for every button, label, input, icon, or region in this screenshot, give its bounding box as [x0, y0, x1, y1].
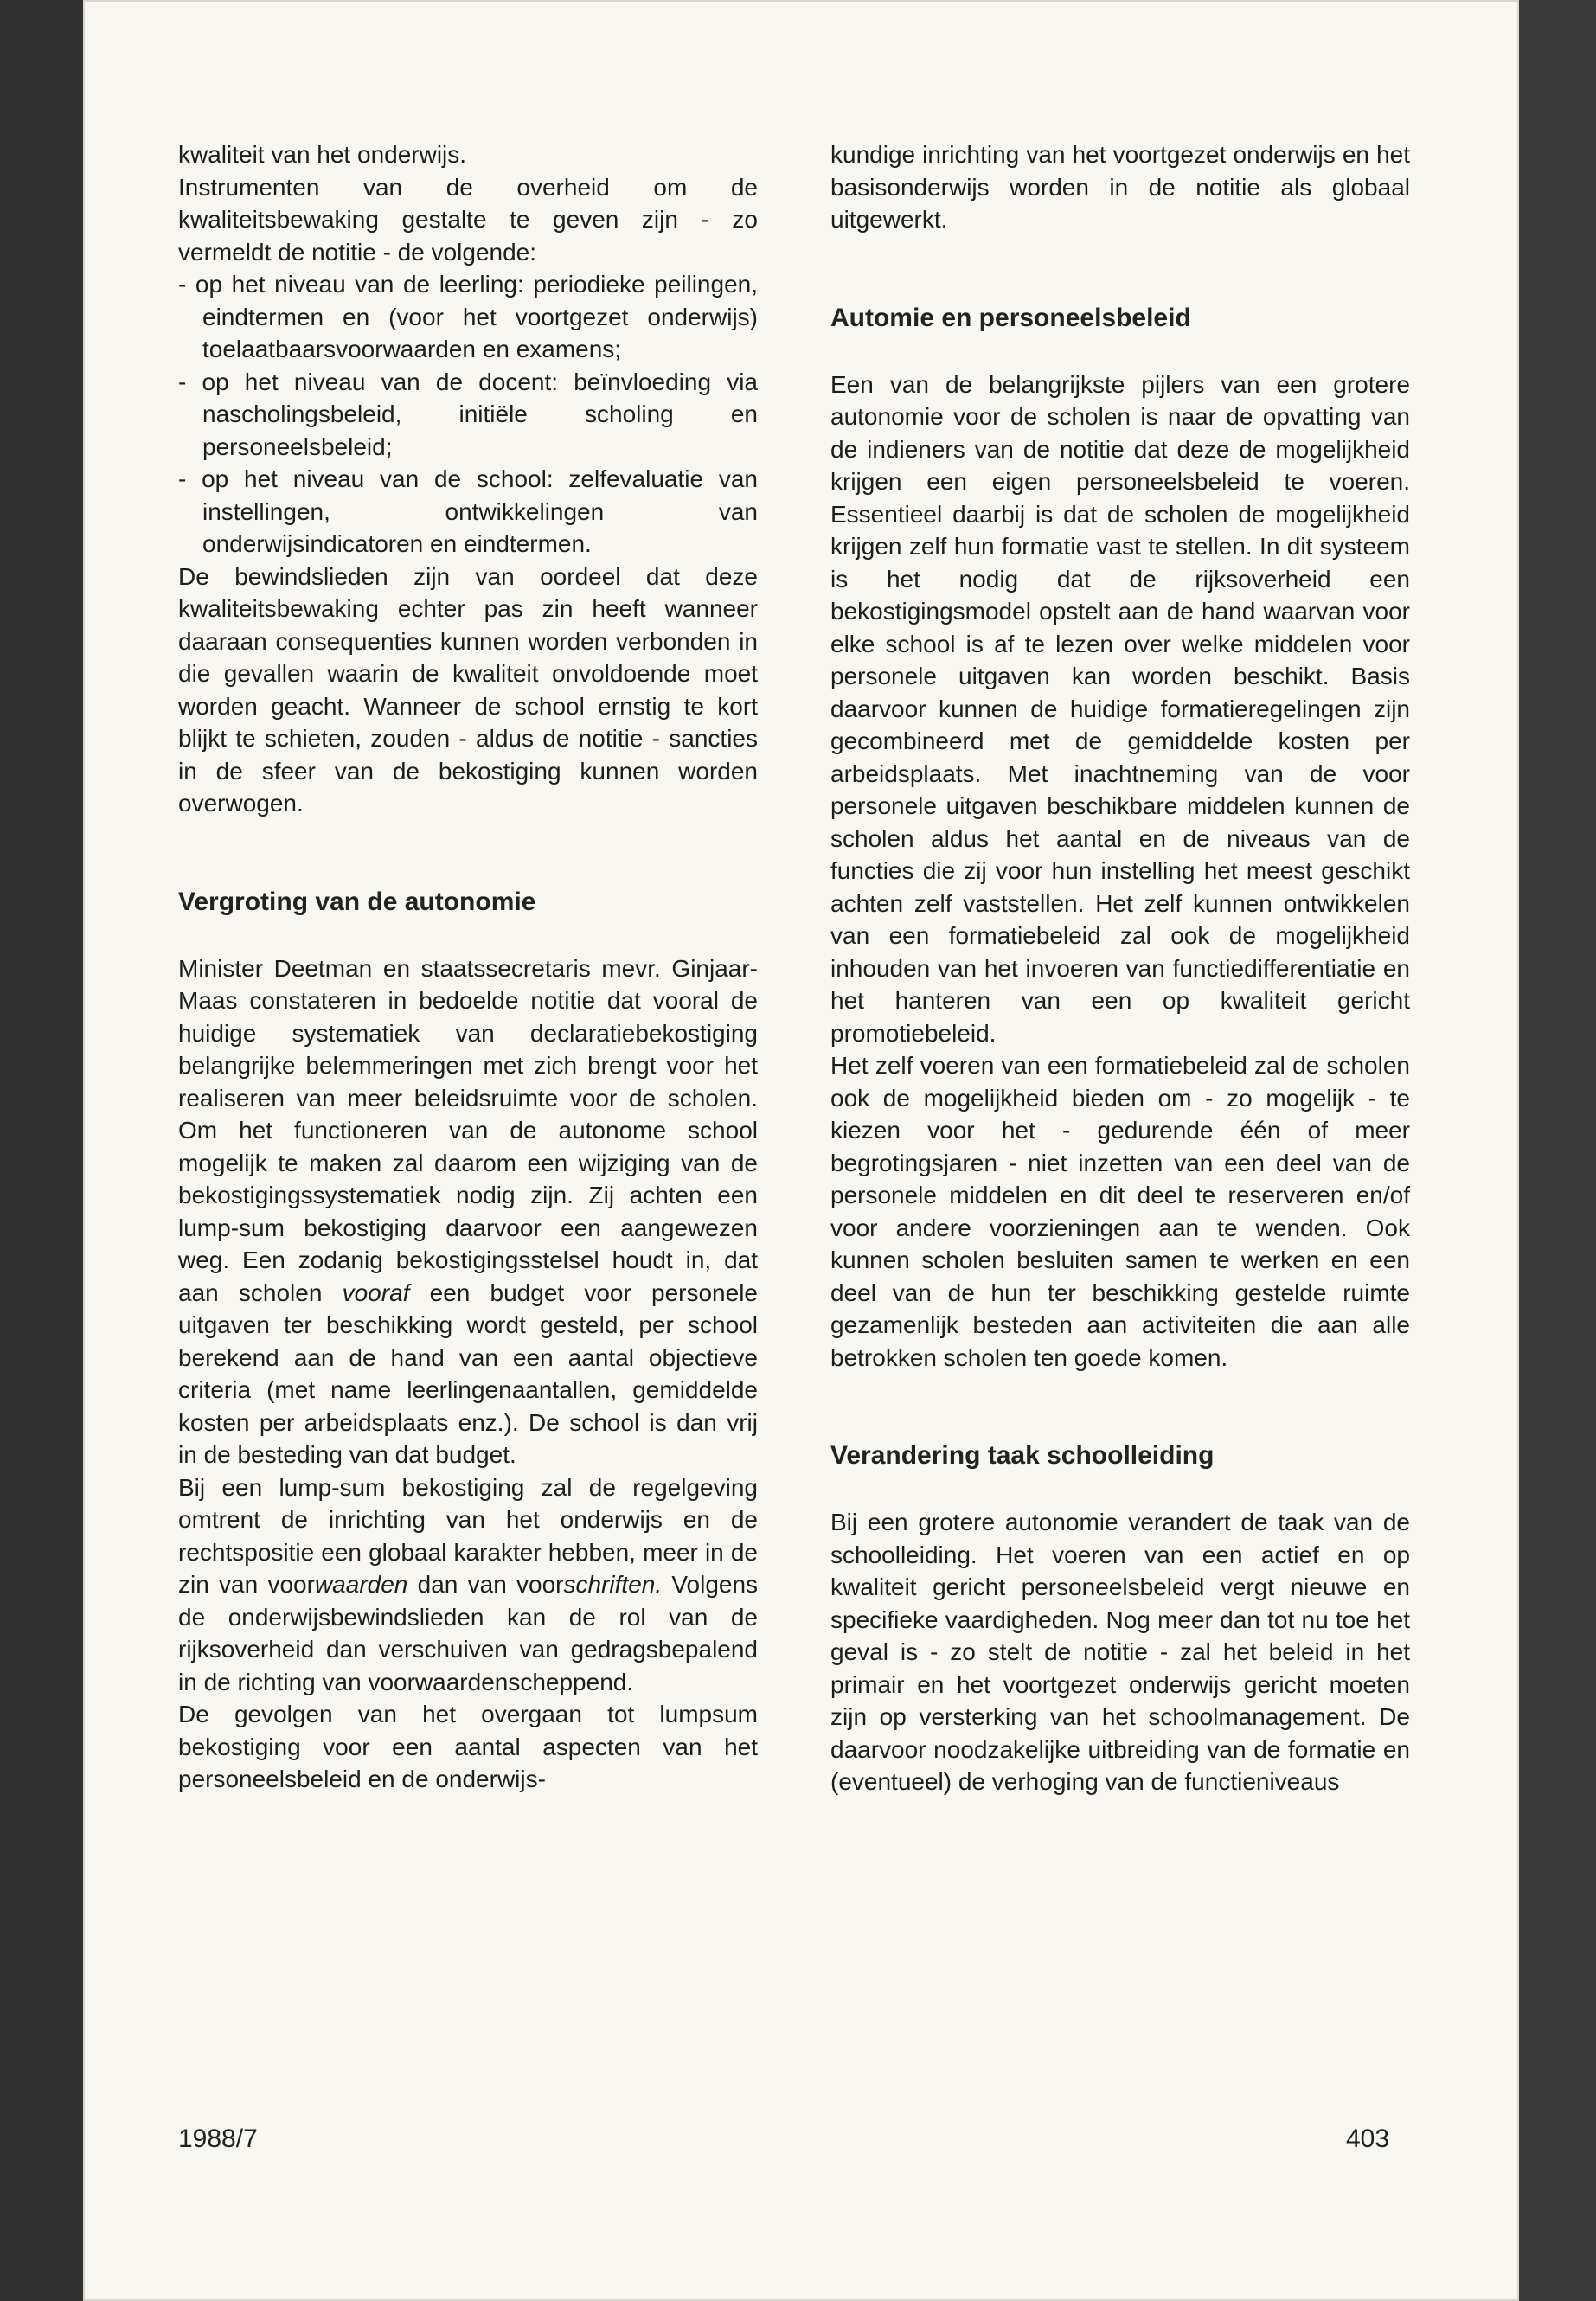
list-item: - op het niveau van de leerling: periodieke peilingen, eindtermen en (voor het voortgezet onderwijs) toelaatbaarsvoorwaarden en examens;	[178, 271, 758, 362]
list-item: - op het niveau van de docent: beïnvloeding via nascholingsbeleid, initiële scholing en personeelsbeleid;	[178, 368, 758, 460]
text-span: dan van voor	[417, 1571, 564, 1598]
text-span: Minister Deetman en staatssecretaris mevr. Ginjaar-Maas constateren in bedoelde notitie dat vooral de huidige systematiek van declaratiebekostiging belangrijke belemmeringen met zich brengt voor het realiseren van meer beleidsruimte voor de scholen. Om het functioneren van de autonome school mogelijk te maken zal daarom een wijziging van de bekostigingssystematiek nodig zijn. Zij achten een lump-sum bekostiging daarvoor een aangewezen weg. Een zodanig bekostigingsstelsel houdt in, dat aan scholen	[178, 954, 758, 1306]
scan-border-right	[1519, 0, 1596, 2301]
paragraph: Bij een grotere autonomie verandert de taak van de schoolleiding. Het voeren van een actief en op kwaliteit gericht personeelsbeleid vergt nieuwe en specifieke vaardigheden. Nog meer dan tot nu toe het geval is - zo stelt de notitie - zal het beleid in het primair en het voortgezet onderwijs gericht moeten zijn op versterking van het schoolmanagement. De daarvoor noodzakelijke uitbreiding van de formatie en (eventueel) de verhoging van de functieniveaus	[830, 1509, 1410, 1795]
section-heading: Verandering taak schoolleiding	[830, 1441, 1215, 1470]
paragraph: De bewindslieden zijn van oordeel dat deze kwaliteitsbewaking echter pas zin heeft wanneer daaraan consequenties kunnen worden verbonden in die gevallen waarin de kwaliteit onvoldoende moet worden geacht. Wanneer de school ernstig te kort blijkt te schieten, zouden - aldus de notitie - sancties in de sfeer van de bekostiging kunnen worden overwogen.	[178, 562, 758, 817]
issue-number: 1988/7	[178, 2125, 258, 2153]
emphasis: schriften.	[563, 1571, 663, 1598]
paragraph	[178, 1471, 758, 1699]
paragraph	[178, 952, 758, 1471]
emphasis: vooraf	[342, 1279, 410, 1306]
paragraph: De gevolgen van het overgaan tot lumpsum bekostiging voor een aantal aspecten van het personeelsbeleid en de onderwijs-	[178, 1701, 758, 1792]
text-span: Bij een lump-sum bekostiging zal de regelgeving omtrent de inrichting van het onderwijs en de rechtspositie een globaal karakter hebben, meer in de zin van voor	[178, 1473, 758, 1598]
paragraph: Instrumenten van de overheid om de kwaliteitsbewaking gestalte te geven zijn - zo vermeldt de notitie - de volgende:	[178, 173, 758, 266]
list-item: - op het niveau van de school: zelfevaluatie van instellingen, ontwikkelingen van onderwijsindicatoren en eindtermen.	[178, 465, 758, 557]
scan-border-left	[0, 0, 83, 2301]
paragraph: Een van de belangrijkste pijlers van een grotere autonomie voor de scholen is naar de opvatting van de indieners van de notitie dat deze de mogelijkheid krijgen een eigen personeelsbeleid te voeren. Essentieel daarbij is dat de scholen de mogelijkheid krijgen zelf hun formatie vast te stellen. In dit systeem is het nodig dat de rijksoverheid een bekostigingsmodel opstelt aan de hand waarvan voor elke school is af te lezen over welke middelen voor personele uitgaven kan worden beschikt. Basis daarvoor kunnen de huidige formatieregelingen zijn gecombineerd met de gemiddelde kosten per arbeidsplaats. Met inachtneming van de voor personele uitgaven beschikbare middelen kunnen de scholen aldus het aantal en de niveaus van de functies die zij voor hun instelling het meest geschikt achten zelf vaststellen. Het zelf kunnen ontwikkelen van een formatiebeleid zal ook de mogelijkheid inhouden van het invoeren van functiedifferentiatie en het hanteren van een op kwaliteit gericht promotiebeleid.	[830, 370, 1410, 1047]
paragraph: Het zelf voeren van een formatiebeleid zal de scholen ook de mogelijkheid bieden om - zo mogelijk - te kiezen voor het - gedurende één of meer begrotingsjaren - niet inzetten van een deel van de personele middelen en dit deel te reserveren en/of voor andere voorzieningen aan te wenden. Ook kunnen scholen besluiten samen te werken en een deel van de hun ter beschikking gestelde ruimte gezamenlijk besteden aan activiteiten die aan alle betrokken scholen ten goede komen.	[830, 1052, 1410, 1371]
section-heading: Vergroting van de autonomie	[178, 887, 536, 916]
emphasis: waarden	[314, 1571, 408, 1598]
left-column	[178, 138, 758, 1796]
right-column	[830, 138, 1410, 1798]
section-heading: Automie en personeelsbeleid	[830, 303, 1191, 332]
paragraph: kundige inrichting van het voortgezet onderwijs en het basisonderwijs worden in de notitie als globaal uitgewerkt.	[830, 141, 1410, 233]
paragraph: kwaliteit van het onderwijs.	[178, 141, 467, 168]
page-number: 403	[1346, 2125, 1390, 2153]
text-span: Volgens de onderwijsbewindslieden kan de rol van de rijksoverheid dan verschuiven van gedragsbepalend in de richting van voorwaardenscheppend.	[178, 1571, 759, 1695]
text-span: een budget voor personele uitgaven ter beschikking wordt gesteld, per school berekend aan de hand van een aantal objectieve criteria (met name leerlingenaantallen, gemiddelde kosten per arbeidsplaats enz.). De school is dan vrij in de besteding van dat budget.	[178, 1279, 758, 1468]
